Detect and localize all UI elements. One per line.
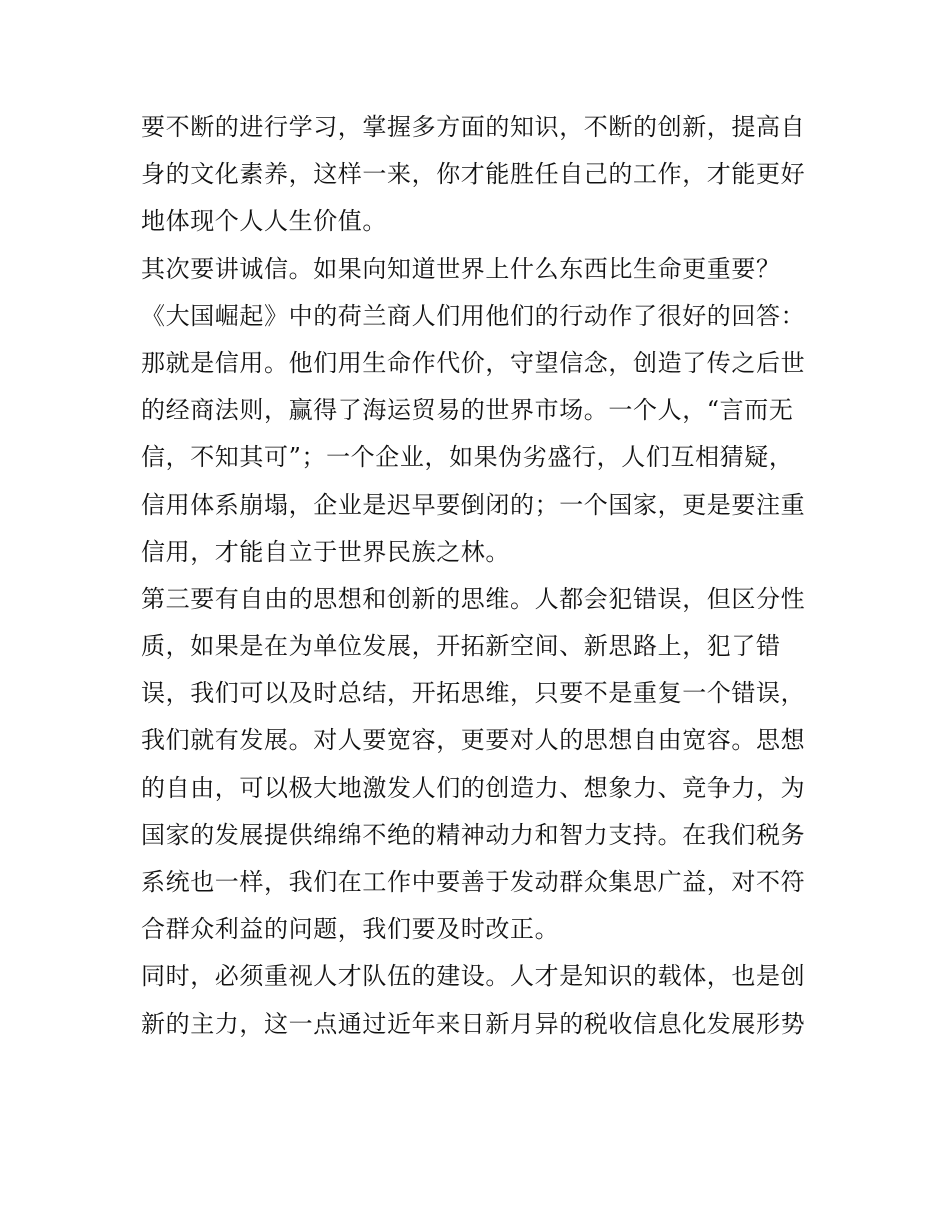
text-line: 信，不知其可”；一个企业，如果伪劣盛行，人们互相猜疑， [141, 443, 794, 472]
text-line: 合群众利益的问题，我们要及时改正。 [141, 915, 560, 944]
text-line: 系统也一样，我们在工作中要善于发动群众集思广益，对不符 [141, 868, 806, 896]
text-line: 信用体系崩塌，企业是迟早要倒闭的；一个国家，更是要注重 [141, 490, 806, 519]
text-line: 要不断的进行学习，掌握多方面的知识，不断的创新，提高自 [141, 113, 806, 141]
document-body [141, 104, 821, 1048]
text-line: 我们就有发展。对人要宽容，更要对人的思想自由宽容。思想 [141, 726, 806, 755]
text-line: 第三要有自由的思想和创新的思维。人都会犯错误，但区分性 [141, 584, 806, 613]
text-line: 同时，必须重视人才队伍的建设。人才是知识的载体，也是创 [141, 962, 806, 991]
text-line: 身的文化素养，这样一来，你才能胜任自己的工作，才能更好 [141, 160, 806, 189]
text-line: 那就是信用。他们用生命作代价，守望信念，创造了传之后世 [141, 348, 806, 377]
text-line: 质，如果是在为单位发展，开拓新空间、新思路上，犯了错 [141, 632, 781, 661]
text-line: 误，我们可以及时总结，开拓思维，只要不是重复一个错误， [141, 679, 806, 708]
text-line: 其次要讲诚信。如果向知道世界上什么东西比生命更重要？ [141, 254, 781, 283]
text-line: 的自由，可以极大地激发人们的创造力、想象力、竞争力，为 [141, 773, 806, 802]
text-line: 地体现个人人生价值。 [141, 207, 387, 236]
text-line: 信用，才能自立于世界民族之林。 [141, 537, 510, 566]
text-line: 《大国崛起》中的荷兰商人们用他们的行动作了很好的回答： [141, 301, 806, 330]
text-line: 新的主力，这一点通过近年来日新月异的税收信息化发展形势 [141, 1009, 806, 1038]
text-line: 国家的发展提供绵绵不绝的精神动力和智力支持。在我们税务 [141, 820, 806, 849]
text-line: 的经商法则，赢得了海运贸易的世界市场。一个人，“言而无 [141, 396, 794, 425]
